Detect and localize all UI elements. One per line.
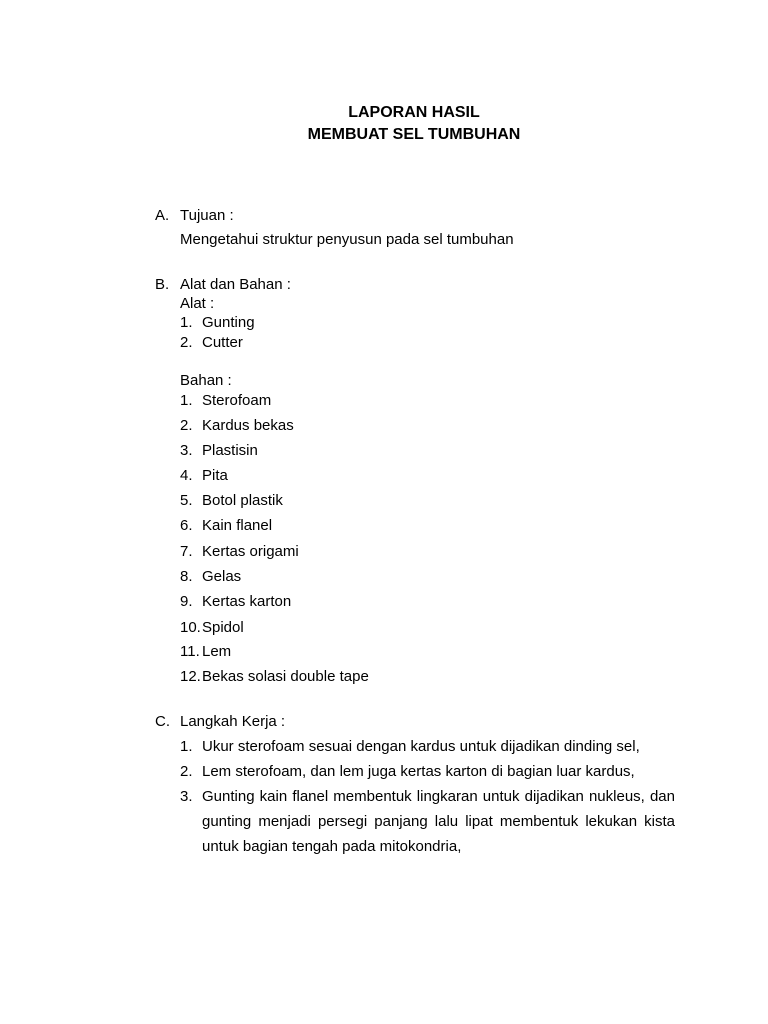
list-item: Cutter bbox=[202, 334, 243, 351]
section-a-text: Mengetahui struktur penyusun pada sel tumbuhan bbox=[180, 231, 514, 248]
section-b-letter: B. bbox=[155, 276, 170, 293]
section-a-letter: A. bbox=[155, 207, 170, 224]
list-item: Kertas origami bbox=[202, 543, 299, 560]
list-item: Kardus bekas bbox=[202, 417, 294, 434]
report-title-line1: LAPORAN HASIL bbox=[348, 104, 480, 121]
section-c-heading: Langkah Kerja : bbox=[180, 713, 286, 730]
list-item-number: 2. bbox=[180, 417, 193, 434]
list-item-number: 6. bbox=[180, 517, 193, 534]
list-item-number: 11. bbox=[180, 643, 200, 660]
list-item: Botol plastik bbox=[202, 492, 283, 509]
list-item: Kertas karton bbox=[202, 593, 292, 610]
list-item: Gunting bbox=[202, 314, 255, 331]
section-a-heading: Tujuan : bbox=[180, 207, 234, 224]
list-item-number: 1. bbox=[180, 392, 193, 409]
alat-label: Alat : bbox=[180, 295, 215, 312]
step-number: 1. bbox=[180, 738, 193, 755]
step-text: Gunting kain flanel membentuk lingkaran untuk dijadikan nukleus, dan gunting menjadi persegi panjang lalu lipat membentuk lekukan kista untuk bagian tengah pada mitokondria, bbox=[202, 788, 675, 855]
bahan-label: Bahan : bbox=[180, 372, 232, 389]
list-item: Pita bbox=[202, 467, 228, 484]
list-item: Spidol bbox=[202, 619, 244, 636]
step-number: 2. bbox=[180, 763, 193, 780]
list-item: Sterofoam bbox=[202, 392, 272, 409]
list-item-number: 4. bbox=[180, 467, 193, 484]
list-item: Lem bbox=[202, 643, 232, 660]
list-item-number: 3. bbox=[180, 442, 193, 459]
list-item: Gelas bbox=[202, 568, 242, 585]
list-item: Kain flanel bbox=[202, 517, 273, 534]
list-item-number: 5. bbox=[180, 492, 193, 509]
list-item-number: 8. bbox=[180, 568, 193, 585]
step-text: Ukur sterofoam sesuai dengan kardus untuk dijadikan dinding sel, bbox=[202, 738, 640, 755]
list-item-number: 2. bbox=[180, 334, 193, 351]
list-item-number: 9. bbox=[180, 593, 193, 610]
list-item-number: 10. bbox=[180, 619, 201, 636]
section-b-heading: Alat dan Bahan : bbox=[180, 276, 291, 293]
list-item-number: 7. bbox=[180, 543, 193, 560]
list-item: Plastisin bbox=[202, 442, 258, 459]
list-item: Bekas solasi double tape bbox=[202, 668, 369, 685]
list-item-number: 1. bbox=[180, 314, 193, 331]
list-item-number: 12. bbox=[180, 668, 201, 685]
step-number: 3. bbox=[180, 788, 193, 805]
section-c-letter: C. bbox=[155, 713, 170, 730]
step-text: Lem sterofoam, dan lem juga kertas karton di bagian luar kardus, bbox=[202, 763, 635, 780]
report-title-line2: MEMBUAT SEL TUMBUHAN bbox=[307, 126, 521, 143]
